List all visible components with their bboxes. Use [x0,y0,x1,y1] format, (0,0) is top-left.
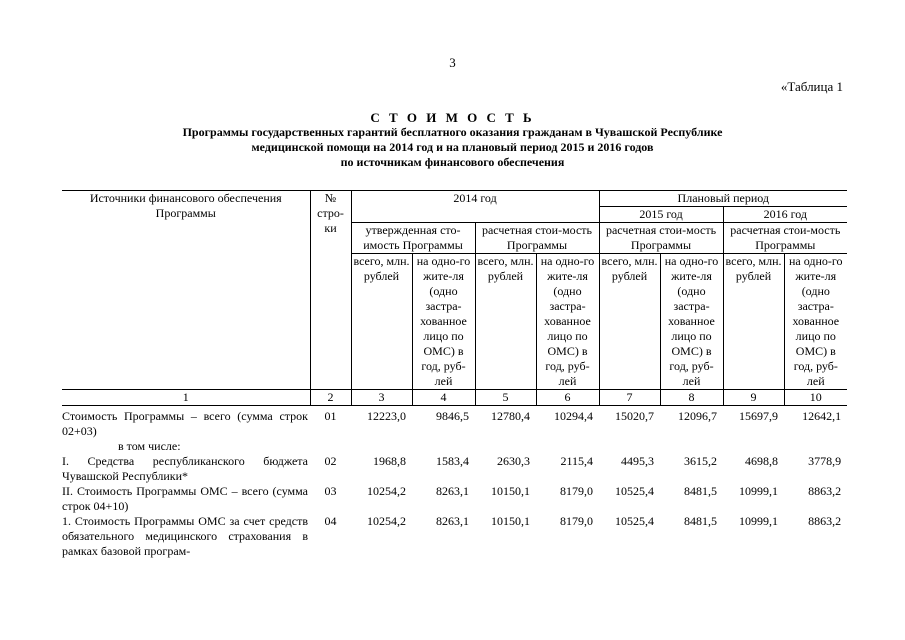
row-number: 02 [324,454,337,468]
header-sources: Источники финансового обеспечения Программы [62,191,310,390]
row-number: 04 [324,514,337,528]
cell-value: 2115,4 [560,454,594,468]
cell-value: 15697,9 [739,409,779,423]
cell-value: 12642,1 [802,409,842,423]
row-label: в том числе: [118,439,181,453]
header-year-2016: 2016 год [723,207,847,223]
cell-value: 4698,8 [745,454,779,468]
column-number: 3 [351,390,412,406]
header-per-capita: на одно-го жите-ля (одно застра-хованное лицо по ОМС) в год, руб-лей [412,254,475,390]
cell-value: 10525,4 [615,514,655,528]
row-label: Стоимость Программы – всего (сумма строк 02+03) [62,409,308,438]
row-label: 1. Стоимость Программы ОМС за счет средств обязательного медицинского страхования в рамках базовой програм- [62,514,308,558]
header-estimated-cost-2016: расчетная стои-мость Программы [723,223,847,254]
header-per-capita: на одно-го жите-ля (одно застра-хованное лицо по ОМС) в год, руб-лей [784,254,847,390]
header-estimated-cost-2014: расчетная стои-мость Программы [475,223,599,254]
document-title: С Т О И М О С Т Ь [370,110,535,125]
header-total-mln: всего, млн. рублей [599,254,660,390]
subtitle-line: по источникам финансового обеспечения [340,155,565,169]
header-approved-cost: утвержденная сто-имость Программы [351,223,475,254]
header-total-mln: всего, млн. рублей [723,254,784,390]
table-row [62,484,847,514]
column-number: 6 [536,390,599,406]
column-number: 1 [62,390,310,406]
column-number: 10 [784,390,847,406]
cell-value: 10999,1 [739,514,779,528]
cell-value: 1968,8 [373,454,406,468]
cell-value: 3615,2 [684,454,718,468]
cell-value: 8863,2 [808,514,842,528]
header-row-number: № стро-ки [310,191,351,390]
cell-value: 2630,3 [497,454,530,468]
cell-value: 8263,1 [436,484,469,498]
document-subtitle [100,125,805,170]
cell-value: 1583,4 [436,454,469,468]
header-estimated-cost-2015: расчетная стои-мость Программы [599,223,723,254]
header-total-mln: всего, млн. рублей [475,254,536,390]
subtitle-line: Программы государственных гарантий бесплатного оказания гражданам в Чувашской Республике [182,125,723,139]
table-row [62,454,847,484]
cell-value: 8263,1 [436,514,469,528]
column-number: 8 [660,390,723,406]
row-number: 03 [324,484,337,498]
header-year-2015: 2015 год [599,207,723,223]
header-year-2014: 2014 год [351,191,599,223]
cell-value: 8863,2 [808,484,842,498]
table-row [62,514,847,559]
table-reference: «Таблица 1 [780,79,843,94]
cell-value: 4495,3 [621,454,655,468]
row-label: II. Стоимость Программы ОМС – всего (сумма строк 04+10) [62,484,308,513]
cell-value: 8481,5 [684,484,718,498]
header-planned-period: Плановый период [599,191,847,207]
cell-value: 8179,0 [560,514,594,528]
table-row [62,409,847,439]
column-number: 4 [412,390,475,406]
column-number: 7 [599,390,660,406]
cell-value: 10150,1 [491,514,530,528]
cell-value: 12096,7 [678,409,718,423]
table-row [62,439,847,454]
row-number: 01 [324,409,337,423]
cell-value: 12223,0 [367,409,406,423]
cell-value: 10525,4 [615,484,655,498]
cell-value: 8481,5 [684,514,718,528]
header-total-mln: всего, млн. рублей [351,254,412,390]
cell-value: 10254,2 [367,514,406,528]
header-per-capita: на одно-го жите-ля (одно застра-хованное лицо по ОМС) в год, руб-лей [536,254,599,390]
header-per-capita: на одно-го жите-ля (одно застра-хованное лицо по ОМС) в год, руб-лей [660,254,723,390]
subtitle-line: медицинской помощи на 2014 год и на плановый период 2015 и 2016 годов [251,140,654,154]
cell-value: 10999,1 [739,484,779,498]
cell-value: 10294,4 [554,409,594,423]
row-label: I. Средства республиканского бюджета Чувашской Республики* [62,454,308,483]
cell-value: 15020,7 [615,409,655,423]
column-number: 2 [310,390,351,406]
cell-value: 12780,4 [491,409,530,423]
cell-value: 10150,1 [491,484,530,498]
column-number: 9 [723,390,784,406]
cell-value: 10254,2 [367,484,406,498]
cell-value: 3778,9 [808,454,842,468]
cost-table [62,190,847,559]
cell-value: 8179,0 [560,484,594,498]
page-number: 3 [449,55,456,70]
column-number: 5 [475,390,536,406]
cell-value: 9846,5 [436,409,469,423]
